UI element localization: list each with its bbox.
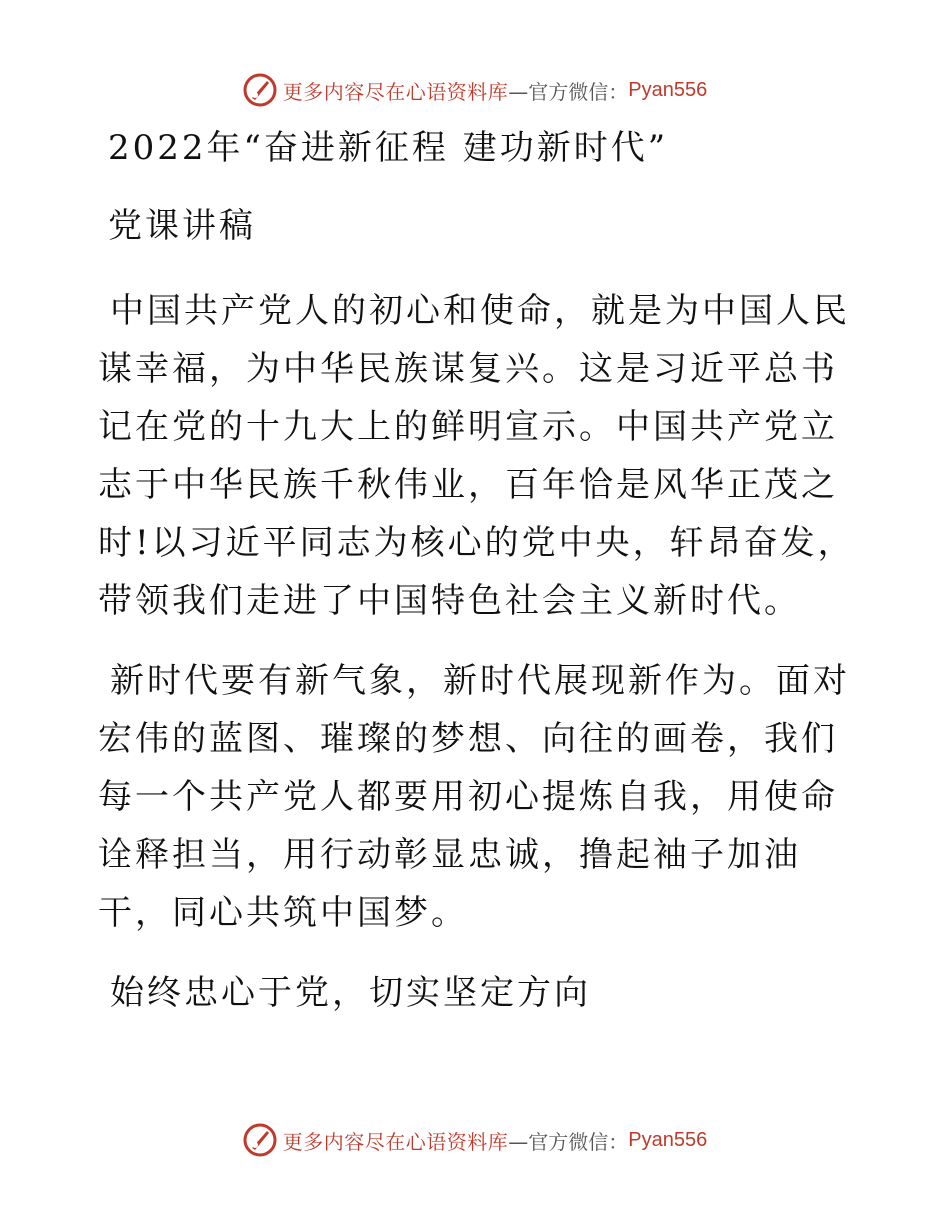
banner-text: 更多内容尽在心语资料库 xyxy=(282,1129,509,1154)
banner-account: Pyan556 xyxy=(628,1128,708,1151)
paragraph: 新时代要有新气象，新时代展现新作为。面对宏伟的蓝图、璀璨的梦想、向往的画卷，我们每一个共产党人都要用初心提炼自我，用使命诠释担当，用行动彰显忠诚，撸起袖子加油干，同心共筑中国梦。 xyxy=(98,661,850,933)
quill-logo-icon xyxy=(243,73,277,107)
footer-banner xyxy=(0,1120,950,1160)
document-title: 2022年“奋进新征程 建功新时代” xyxy=(108,128,669,168)
document-subtitle: 党课讲稿 xyxy=(108,206,256,246)
banner-account: Pyan556 xyxy=(628,78,708,101)
banner-separator: —官方微信： xyxy=(508,1129,629,1154)
banner-text: 更多内容尽在心语资料库 xyxy=(282,79,509,104)
quill-logo-icon xyxy=(243,1123,277,1157)
header-banner xyxy=(0,70,950,110)
paragraph: 中国共产党人的初心和使命，就是为中国人民谋幸福，为中华民族谋复兴。这是习近平总书记在党的十九大上的鲜明宣示。中国共产党立志于中华民族千秋伟业，百年恰是风华正茂之时!以习近平同志为核心的党中央，轩昂奋发，带领我们走进了中国特色社会主义新时代。 xyxy=(98,291,855,621)
banner-separator: —官方微信： xyxy=(508,79,629,104)
document-body xyxy=(98,122,858,1022)
section-heading: 始终忠心于党，切实坚定方向 xyxy=(110,973,591,1013)
